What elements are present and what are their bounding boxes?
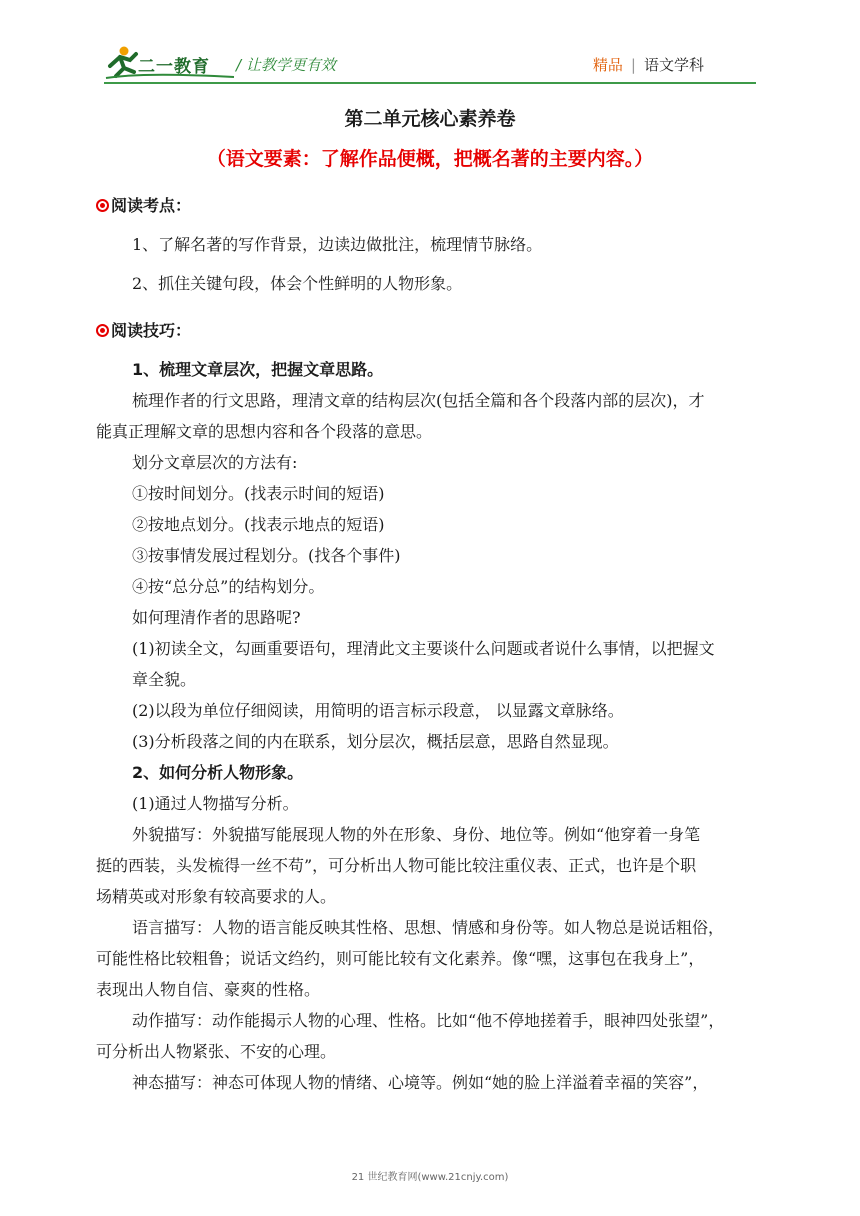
page-title: 第二单元核心素养卷 (344, 108, 516, 130)
method-item: ④按“总分总”的结构划分。 (132, 577, 325, 596)
page-header (0, 0, 860, 90)
step-line: (3)分析段落之间的内在联系，划分层次，概括层意，思路自然显现。 (132, 732, 619, 751)
step-line: (1)初读全文，勾画重要语句，理清此文主要谈什么问题或者说什么事情，以把握文 (132, 639, 715, 658)
paragraph-line: 挺的西装，头发梳得一丝不苟”，可分析出人物可能比较注重仪表、正式，也许是个职 (96, 856, 697, 875)
paragraph-line: 场精英或对形象有较高要求的人。 (96, 887, 337, 906)
paragraph-line: 外貌描写：外貌描写能展现人物的外在形象、身份、地位等。例如“他穿着一身笔 (132, 825, 701, 844)
paragraph-line: 表现出人物自信、豪爽的性格。 (96, 980, 321, 999)
reading-point-item: 2、抓住关键句段，体会个性鲜明的人物形象。 (132, 274, 463, 293)
page-subtitle: （语文要素：了解作品便概，把概名著的主要内容。） (206, 148, 654, 170)
step-line: (2)以段为单位仔细阅读，用简明的语言标示段意， 以显露文章脉络。 (132, 701, 624, 720)
document-body (96, 190, 766, 1098)
reading-point-item: 1、了解名著的写作背景，边读边做批注，梳理情节脉络。 (132, 235, 543, 254)
page-footer: 21 世纪教育网(www.21cnjy.com) (351, 1172, 509, 1183)
reading-points-heading-text: 阅读考点： (111, 196, 192, 215)
paragraph-line: 可能性格比较粗鲁；说话文绉约，则可能比较有文化素养。像“嘿，这事包在我身上”， (96, 949, 705, 968)
method-item: ①按时间划分。(找表示时间的短语) (132, 484, 385, 503)
paragraph-line: 可分析出人物紧张、不安的心理。 (96, 1042, 337, 1061)
paragraph-line: 能真正理解文章的思想内容和各个段落的意思。 (96, 422, 433, 441)
subject-label: 语文学科 (643, 56, 704, 74)
logo-text: 二一教育 (138, 57, 210, 77)
reading-skills-heading (96, 315, 766, 346)
bullet-target-icon (96, 199, 109, 212)
method-item: ③按事情发展过程划分。(找各个事件) (132, 546, 401, 565)
slogan: / 让教学更有效 (236, 56, 336, 74)
sub-heading: (1)通过人物描写分析。 (132, 794, 299, 813)
question-line: 如何理清作者的思路呢? (132, 608, 301, 627)
subject-block (593, 54, 704, 75)
header-divider (104, 82, 756, 84)
paragraph-line: 神态描写：神态可体现人物的情绪、心境等。例如“她的脸上洋溢着幸福的笑容”， (132, 1073, 709, 1092)
quality-label: 精品 (592, 56, 623, 74)
header-separator: | (630, 56, 636, 74)
methods-intro: 划分文章层次的方法有: (132, 453, 298, 472)
paragraph-line: 动作描写：动作能揭示人物的心理、性格。比如“他不停地搓着手，眼神四处张望”， (132, 1011, 725, 1030)
reading-skills-heading-text: 阅读技巧： (111, 321, 192, 340)
skill-1-title: 1、梳理文章层次，把握文章思路。 (132, 360, 384, 379)
reading-points-heading (96, 190, 766, 221)
paragraph-line: 语言描写：人物的语言能反映其性格、思想、情感和身份等。如人物总是说话粗俗， (132, 918, 725, 937)
bullet-target-icon (96, 324, 109, 337)
step-line: 章全貌。 (132, 670, 197, 689)
paragraph-line: 梳理作者的行文思路，理清文章的结构层次(包括全篇和各个段落内部的层次)，才 (132, 391, 705, 410)
method-item: ②按地点划分。(找表示地点的短语) (132, 515, 385, 534)
skill-2-title: 2、如何分析人物形象。 (132, 763, 304, 782)
